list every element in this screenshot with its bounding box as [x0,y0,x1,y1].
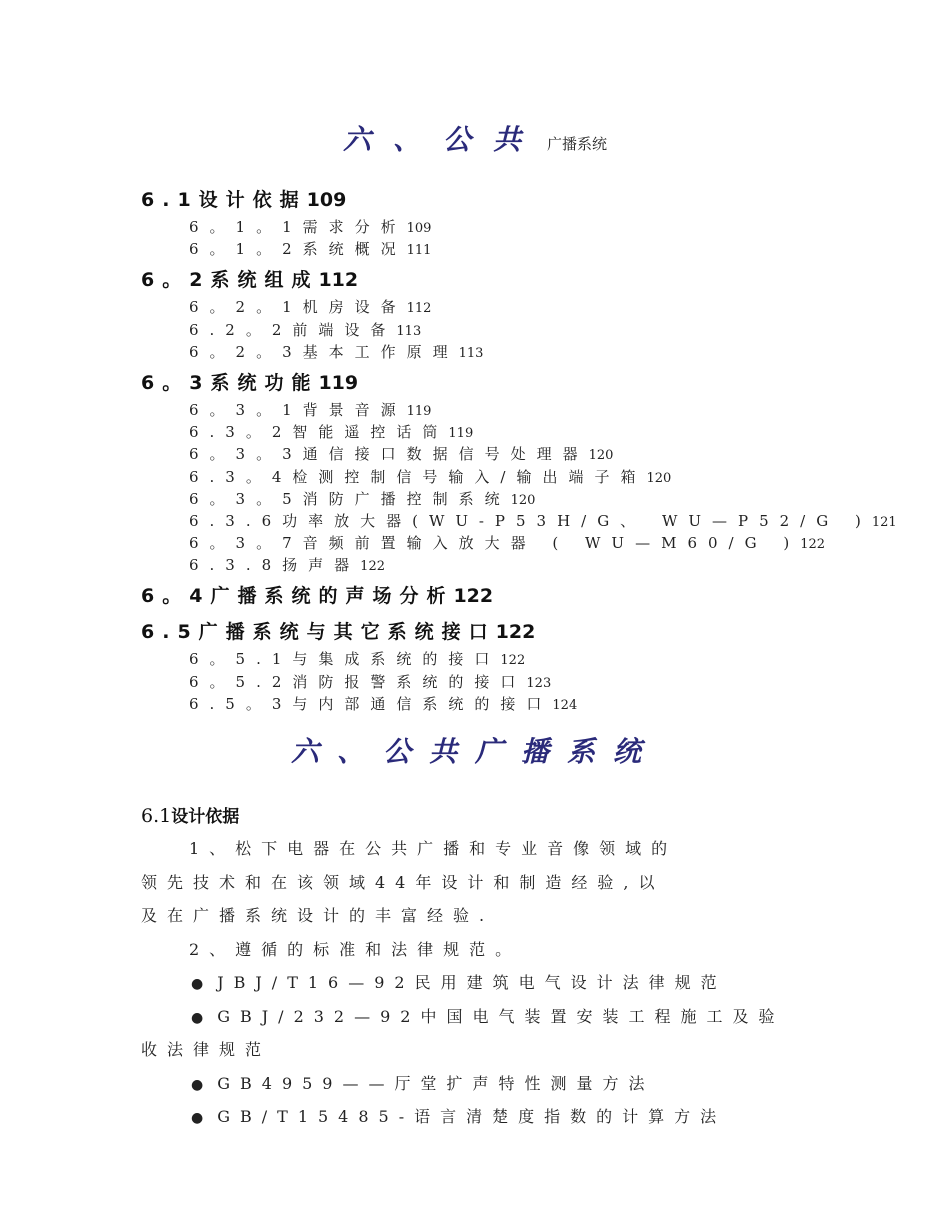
toc-entry-page: 112 [318,269,359,292]
toc-entry-page: 122 [495,621,536,644]
toc-entry-page: 123 [526,675,552,691]
section-body [141,800,801,1134]
bullet-icon: ● [191,976,204,992]
paragraph-line [141,933,801,967]
toc-entry-text: 6。3系统功能 [141,371,319,394]
toc-entry-page: 122 [500,653,526,669]
toc-entry-page: 124 [552,697,578,713]
toc-entry-text: 6.3.8扬声器 [189,556,361,575]
section-heading [141,800,801,832]
toc-entry-text: 6。2系统组成 [141,269,319,292]
toc-subsection-entry[interactable] [141,466,841,488]
toc-entry-text: 6。3。3通信接口数据信号处理器 [189,445,589,464]
line-text: 收法律规范 [141,1040,272,1059]
section-heading-number: 6.1 [141,805,172,827]
toc-subsection-entry[interactable] [141,238,841,260]
toc-entry-page: 111 [406,243,432,259]
toc-entry-page: 113 [396,323,422,339]
toc-entry-text: 6.5。3与内部通信系统的接口 [189,694,553,713]
toc-subsection-entry[interactable] [141,319,841,341]
toc-title-main: 六、公共 [342,123,543,156]
bullet-icon: ● [191,1110,204,1126]
toc-subsection-entry[interactable] [141,648,841,670]
toc-entry-page: 120 [510,492,536,508]
toc-subsection-entry[interactable] [141,443,841,465]
toc-entry-page: 119 [448,426,474,442]
toc-entry-page: 122 [800,537,826,553]
toc-entry-text: 6.3.6功率放大器(WU-P53H/G、 WU—P52/G ) [189,511,872,530]
section-title: 六、公共广播系统 [290,735,659,768]
toc-entry-text: 6。1。2系统概况 [189,240,407,259]
toc-subsection-entry[interactable] [141,296,841,318]
bullet-icon: ● [191,1009,204,1026]
toc-entry-page: 119 [318,371,359,394]
line-text: GB/T15485-语言清楚度指数的计算方法 [217,1107,727,1126]
bullet-item [141,966,801,1000]
toc-entry-page: 121 [871,514,897,530]
paragraph-line [141,866,801,900]
toc-subsection-entry[interactable] [141,693,841,715]
toc-entry-text: 6.2。2前端设备 [189,320,397,339]
line-text: 1、松下电器在公共广播和专业音像领域的 [189,839,678,858]
line-text: 及在广播系统设计的丰富经验. [141,906,495,925]
paragraph-line [141,899,801,933]
bullet-item [141,1100,801,1134]
toc-chapter-entry[interactable] [141,264,841,296]
toc-entry-text: 6。3。1背景音源 [189,400,407,419]
line-text: JBJ/T16—92民用建筑电气设计法律规范 [217,973,727,992]
toc-entry-text: 6。3。5消防广播控制系统 [189,489,511,508]
toc-title-sub: 广播系统 [547,135,608,153]
toc-entry-page: 109 [306,189,347,211]
bullet-item [141,1000,801,1034]
toc-entry-text: 6。4广播系统的声场分析 [141,585,454,608]
toc-entry-text: 6。3。7音频前置输入放大器 ( WU—M60/G ) [189,534,801,553]
toc-subsection-entry[interactable] [141,399,841,421]
toc-entry-page: 122 [360,559,385,575]
toc-chapter-entry[interactable] [141,367,841,399]
toc-entry-page: 120 [588,448,614,464]
line-text: GBJ/232—92中国电气装置安装工程施工及验 [217,1006,785,1026]
toc-entry-page: 112 [406,301,432,317]
line-text: GB4959——厅堂扩声特性测量方法 [217,1073,655,1093]
toc-subsection-entry[interactable] [141,421,841,443]
toc-entry-text: 6.3。2智能遥控话筒 [189,423,449,442]
toc-subsection-entry[interactable] [141,510,897,532]
section-heading-label: 设计依据 [171,807,240,827]
toc-entry-text: 6。1。1需求分析 [189,218,407,236]
toc-entry-text: 6.5广播系统与其它系统接口 [141,621,496,644]
toc-entry-page: 119 [406,403,432,419]
line-text: 2、遵循的标准和法律规范。 [189,939,522,959]
toc-title [0,118,950,158]
toc-chapter-entry[interactable] [141,580,841,612]
bullet-icon: ● [191,1076,204,1093]
toc-chapter-entry[interactable] [141,184,841,216]
toc-subsection-entry[interactable] [141,488,841,510]
toc-subsection-entry[interactable] [141,341,841,363]
toc-entry-page: 109 [406,221,432,236]
toc-entry-text: 6.1设计依据 [141,189,307,211]
line-text: 领先技术和在该领域44年设计和制造经验,以 [141,872,665,892]
toc-subsection-entry[interactable] [141,554,841,576]
table-of-contents [141,184,897,715]
toc-subsection-entry[interactable] [141,532,841,554]
toc-entry-text: 6.3。4检测控制信号输入/输出端子箱 [189,467,647,486]
section-lines [141,832,801,1134]
paragraph-line [141,1033,801,1067]
toc-subsection-entry[interactable] [141,671,841,693]
toc-entry-text: 6。2。3基本工作原理 [189,342,459,361]
paragraph-line [141,832,801,866]
toc-entry-page: 122 [453,585,494,608]
toc-entry-text: 6。5.1与集成系统的接口 [189,650,501,669]
toc-entry-text: 6。2。1机房设备 [189,298,407,317]
toc-chapter-entry[interactable] [141,616,841,648]
toc-subsection-entry[interactable] [141,216,841,238]
toc-entry-page: 113 [458,345,484,361]
toc-entry-page: 120 [646,470,672,486]
toc-entry-text: 6。5.2消防报警系统的接口 [189,672,527,691]
bullet-item [141,1067,801,1101]
